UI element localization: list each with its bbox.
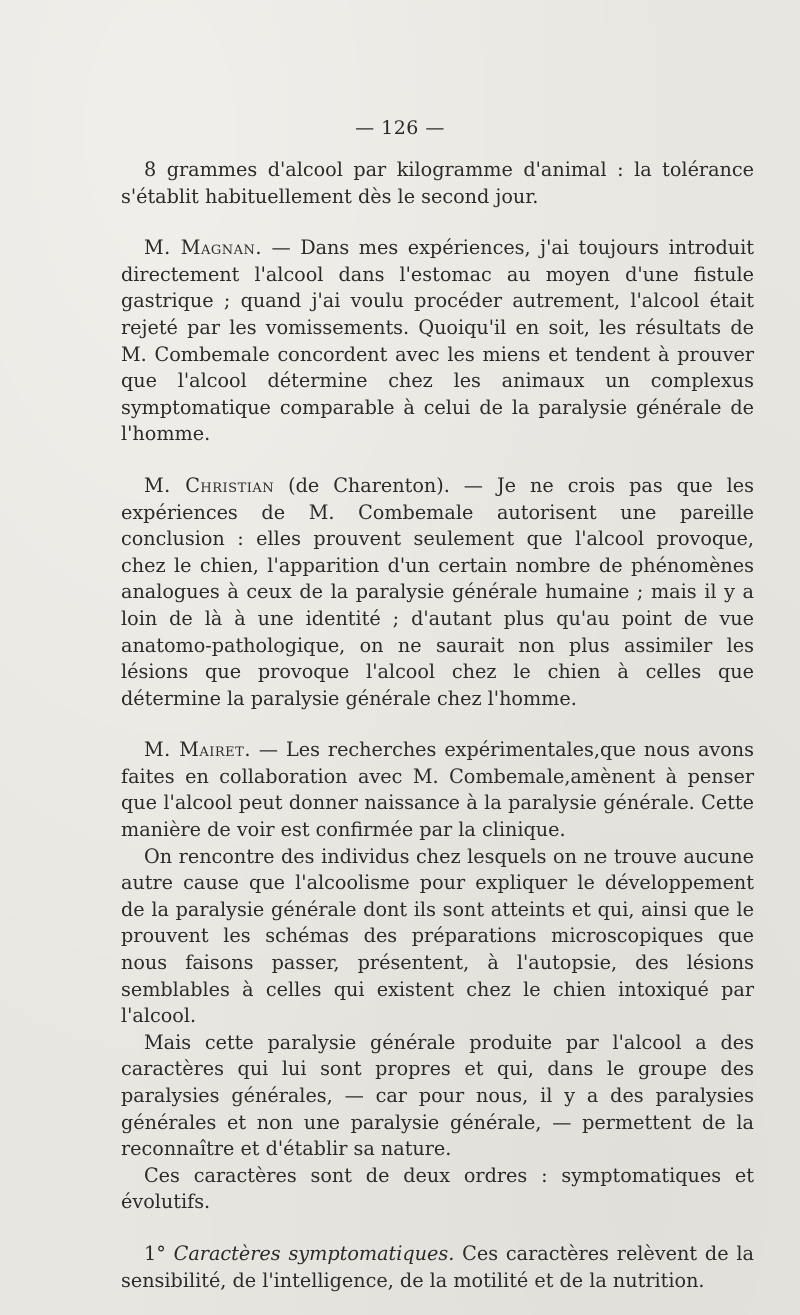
paragraph-deux-ordres: Ces caractères sont de deux ordres : symptomatiques et évolutifs. xyxy=(121,1163,754,1214)
paragraph-caracteres-propres: Mais cette paralysie générale produite par l'alcool a des caractères qui lui sont propres et qui, dans le groupe des paralysies générales, — car pour nous, il y a des paralysies générales et non une paralysie générale, — permettent de la reconnaître et d'établir sa nature. xyxy=(121,1030,754,1161)
paragraph-christian-text: (de Charenton). — Je ne crois pas que les expériences de M. Combemale autorisent une pareille conclusion : elles prouvent seulement que l'alcool provoque, chez le chien, l'apparition d'un certain nombre de phénomènes analogues à ceux de la paralysie générale humaine ; mais il y a loin de là à une identité ; d'autant plus qu'au point de vue anatomo-pathologique, on ne saurait non plus assimiler les lésions que provoque l'alcool chez le chien à celles que détermine la paralysie générale chez l'homme. xyxy=(121,473,755,710)
paragraph-magnan xyxy=(121,235,754,448)
speaker-mairet: M. Mairet. xyxy=(144,738,251,762)
paragraph-individus: On rencontre des individus chez lesquels on ne trouve aucune autre cause que l'alcoolisme pour expliquer le développement de la paralysie générale dont ils sont atteints et qui, ainsi que le prouvent les schémas des préparations microscopiques que nous faisons passer, présentent, à l'autopsie, des lésions semblables à celles qui existent chez le chien intoxiqué par l'alcool. xyxy=(121,844,754,1028)
paragraph-christian xyxy=(121,473,754,712)
paragraph-symptomatiques-text: Ces caractères relèvent de la sensibilité, de l'intelligence, de la motilité et de la nutrition. xyxy=(121,1241,754,1292)
paragraph-symptomatiques xyxy=(121,1241,754,1294)
speaker-magnan: M. Magnan. xyxy=(144,236,262,260)
speaker-christian: M. Christian xyxy=(144,473,275,497)
page-body xyxy=(121,157,754,1294)
section-heading: Caractères symptomatiques. xyxy=(173,1241,455,1265)
paragraph-continuation: 8 grammes d'alcool par kilogramme d'animal : la tolérance s'établit habituellement dès le second jour. xyxy=(121,158,754,208)
section-number: 1° xyxy=(144,1241,174,1265)
paragraph-magnan-text: — Dans mes expériences, j'ai toujours introduit directement l'alcool dans l'estomac au moyen d'une fistule gastrique ; quand j'ai voulu procéder autrement, l'alcool était rejeté par les vomissements. Quoiqu'il en soit, les résultats de M. Combemale concordent avec les miens et tendent à prouver que l'alcool détermine chez les animaux un complexus symptomatique comparable à celui de la paralysie générale de l'homme. xyxy=(121,236,754,446)
page-number: — 126 — xyxy=(355,117,445,139)
paragraph-mairet-text: — Les recherches expérimentales,que nous avons faites en collaboration avec M. Combemale,amènent à penser que l'alcool peut donner naissance à la paralysie générale. Cette manière de voir est confirmée par la clinique. xyxy=(121,738,754,842)
paragraph-mairet xyxy=(121,737,754,843)
